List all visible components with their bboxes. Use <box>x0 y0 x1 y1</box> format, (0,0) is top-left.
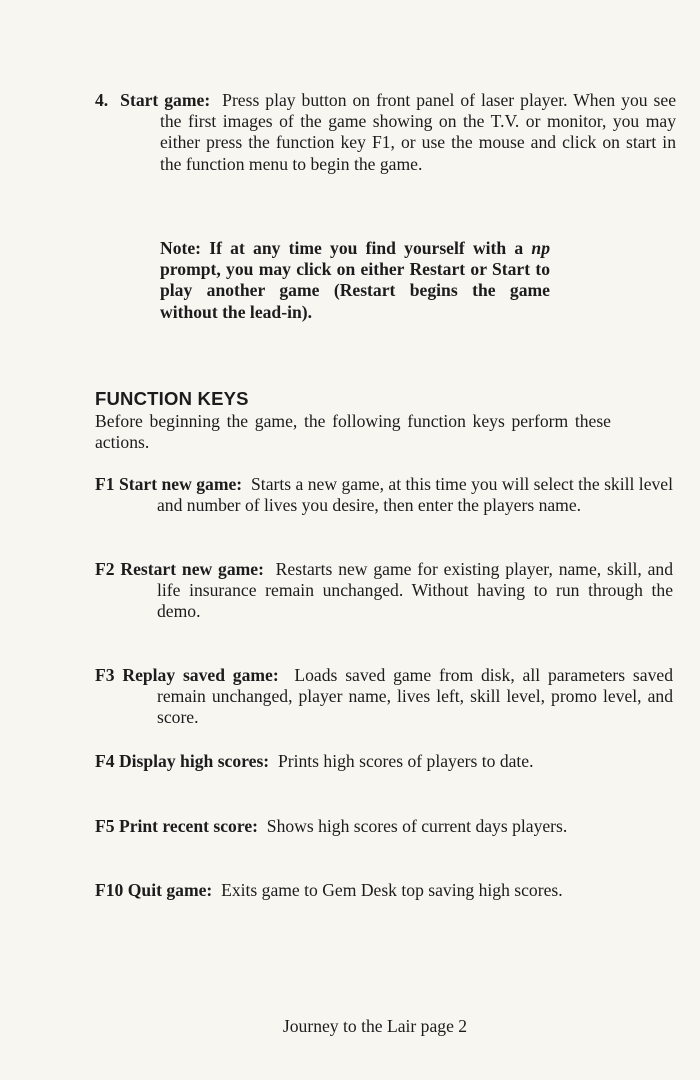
page-footer: Journey to the Lair page 2 <box>282 1016 468 1036</box>
note-text-2: prompt, you may click on either Restart or Start to play another game (Restart begins the game without the lead-in). <box>160 259 550 322</box>
function-key-f3 <box>95 665 673 729</box>
key-title: F1 Start new game: <box>95 474 243 494</box>
key-description: Shows high scores of current days players. <box>266 816 568 836</box>
note-emphasis: np <box>531 238 550 258</box>
function-key-f10 <box>95 880 673 901</box>
key-title: F2 Restart new game: <box>95 559 264 579</box>
function-key-f5 <box>95 816 673 837</box>
key-title: F4 Display high scores: <box>95 751 270 771</box>
key-title: F5 Print recent score: <box>95 816 258 836</box>
step-text: Press play button on front panel of laser player. When you see the first images of the game showing on the T.V. or monitor, you may either press the function key F1, or use the mouse and click on start in the function menu to begin the game. <box>160 90 677 174</box>
note-text-1: Note: If at any time you find yourself with a <box>160 238 524 258</box>
key-description: Prints high scores of players to date. <box>277 751 534 771</box>
step-4-start-game <box>95 90 676 175</box>
key-description: Starts a new game, at this time you will select the skill level and number of lives you desire, then enter the players name. <box>157 474 674 516</box>
key-description: Restarts new game for existing player, name, skill, and life insurance remain unchanged. Without having to run through the demo. <box>157 559 673 622</box>
function-key-f1 <box>95 474 673 516</box>
key-description: Loads saved game from disk, all parameters saved remain unchanged, player name, lives left, skill level, promo level, and score. <box>157 665 673 728</box>
step-title: Start game: <box>120 90 211 110</box>
function-key-f4 <box>95 751 673 772</box>
section-intro: Before beginning the game, the following function keys perform these actions. <box>95 411 611 453</box>
key-title: F10 Quit game: <box>95 880 213 900</box>
note-paragraph <box>160 238 550 323</box>
key-description: Exits game to Gem Desk top saving high scores. <box>221 880 563 900</box>
function-key-f2 <box>95 559 673 623</box>
step-number: 4. <box>95 90 109 110</box>
key-title: F3 Replay saved game: <box>95 665 279 685</box>
section-heading: FUNCTION KEYS <box>95 388 249 409</box>
